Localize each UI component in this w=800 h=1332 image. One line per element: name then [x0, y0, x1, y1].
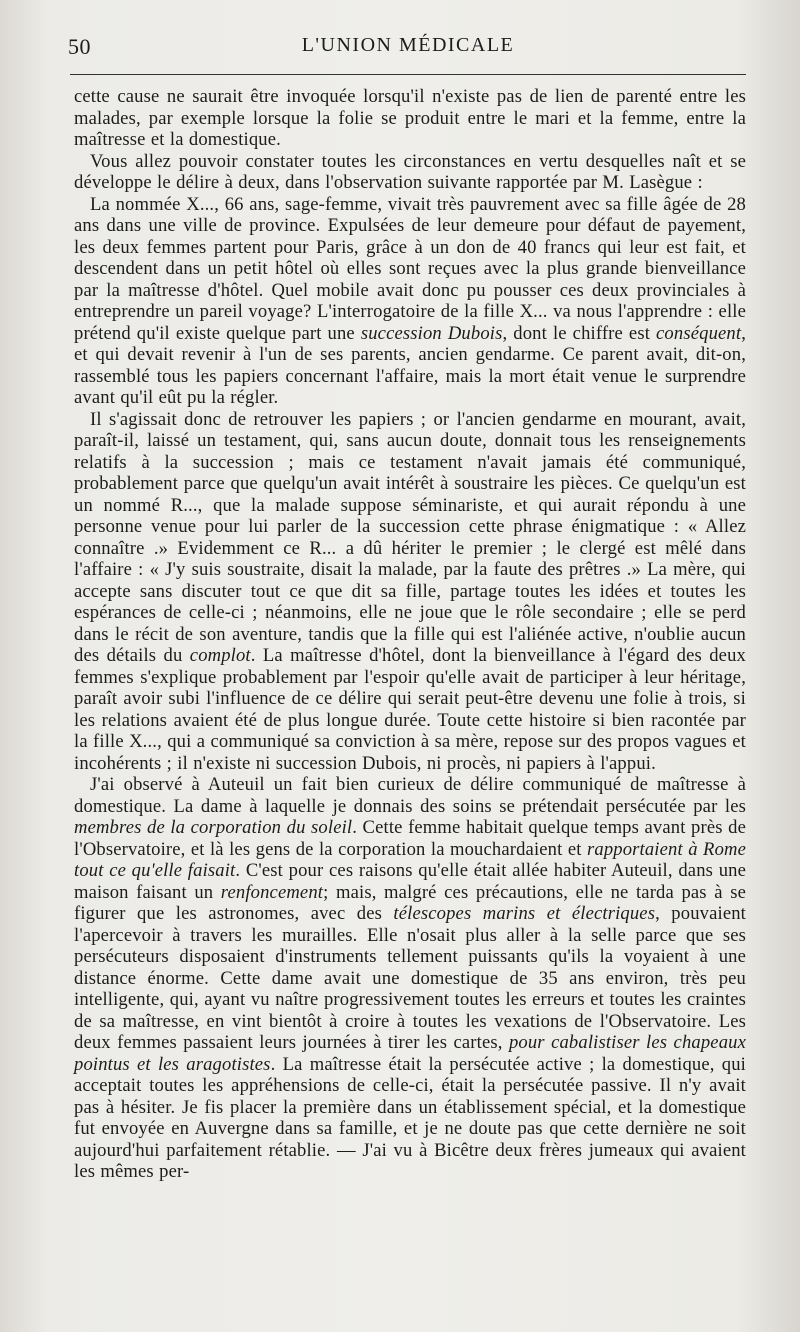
running-title: L'UNION MÉDICALE	[301, 34, 515, 56]
text-run: , pouvaient l'apercevoir à travers les murailles. Elle n'osait plus aller à la selle parce que ses persécuteurs disposaient d'instruments tellement puissants qu'ils la voyaient à une distance énorme. Cette dame avait une domestique de 35 ans environ, très peu intelligente, qui, ayant vu naître progressivement toutes les erreurs et toutes les craintes de sa maîtresse, en vint bientôt à croire à toutes les vexations de l'Observatoire. Les deux femmes passaient leurs journées à tirer les cartes,	[74, 903, 746, 1053]
paragraph	[74, 86, 746, 151]
italic-text: succession Dubois	[360, 322, 503, 344]
page-number: 50	[68, 34, 91, 59]
text-run: , et qui devait revenir à l'un de ses parents, ancien gendarme. Ce parent avait, dit-on, rassemblé tous les papiers concernant l'affaire, mais la mort était venue le surprendre avant qu'il eût pu la régler.	[74, 322, 746, 408]
text-run: . La maîtresse était la persécutée active ; la domestique, qui acceptait toutes les appréhensions de celle-ci, était la persécutée passive. Il n'y avait pas à hésiter. Je fis placer la première dans un établissement spécial, et la domestique fut envoyée en Auvergne dans sa famille, et je ne doute pas que cette dernière ne soit aujourd'hui parfaitement rétablie. — J'ai vu à Bicêtre deux frères jumeaux qui avaient les mêmes per-	[74, 1053, 746, 1182]
text-run: . C'est pour ces raisons qu'elle était allée habiter Auteuil, dans une maison faisant un	[74, 860, 746, 903]
text-run: Vous allez pouvoir constater toutes les circonstances en vertu desquelles naît et se développe le délire à deux, dans l'observation suivante rapportée par M. Lasègue :	[74, 150, 746, 193]
paragraph	[74, 774, 746, 1183]
italic-text: membres de la corporation du soleil	[74, 817, 353, 838]
article-body	[74, 86, 746, 1183]
italic-text: renfoncement	[220, 881, 324, 903]
text-run: Il s'agissait donc de retrouver les papiers ; or l'ancien gendarme en mourant, avait, paraît-il, laissé un testament, qui, sans aucun doute, donnait tous les renseignements relatifs à la succession ; mais ce testament n'avait jamais été communiqué, probablement parce que quelqu'un avait intérêt à soustraire les pièces. Ce quelqu'un est un nommé R..., que la malade suppose séminariste, et qui aurait répondu à une personne venue pour lui parler de la succession cette phrase énigmatique : « Allez connaître .» Evidemment ce R... a dû hériter le premier ; le clergé est mêlé dans l'affaire : « J'y suis soustraite, disait la malade, par la faute des prêtres .» La mère, qui accepte sans discuter tout ce que dit sa fille, partage toutes les idées et toutes les espérances de celle-ci ; néanmoins, elle ne joue que le rôle secondaire ; elle se perd dans le récit de son aventure, tandis que la fille qui est l'aliénée active, n'oublie aucun des détails du	[74, 408, 746, 666]
text-run: La nommée X..., 66 ans, sage-femme, vivait très pauvrement avec sa fille âgée de 28 ans dans une ville de province. Expulsées de leur demeure pour défaut de payement, les deux femmes partent pour Paris, grâce à un don de 40 francs qui leur est fait, et descendent dans un petit hôtel où elles sont reçues avec la plus grande bienveillance par la maîtresse d'hôtel. Quel mobile avait donc pu pousser ces deux provinciales à entreprendre un pareil voyage? L'interrogatoire de la fille X... va nous l'apprendre : elle prétend qu'il existe quelque part une	[74, 193, 746, 344]
italic-text: rapportaient à Rome tout ce qu'elle faisait	[74, 838, 746, 881]
text-run: cette cause ne saurait être invoquée lorsqu'il n'existe pas de lien de parenté entre les malades, par exemple lorsque la folie se produit entre le mari et la femme, entre la maîtresse et la domestique.	[74, 86, 746, 150]
page-header	[68, 30, 748, 60]
text-run: ; mais, malgré ces précautions, elle ne tarda pas à se figurer que les astronomes, avec des	[74, 881, 747, 924]
paragraph	[74, 194, 746, 409]
italic-text: conséquent	[656, 322, 742, 344]
text-run: , dont le chiffre est	[502, 322, 657, 344]
header-rule	[70, 74, 746, 75]
italic-text: télescopes marins et électriques	[393, 903, 656, 924]
paragraph	[74, 151, 746, 194]
italic-text: complot	[189, 645, 251, 666]
text-run: . La maîtresse d'hôtel, dont la bienveillance à l'égard des deux femmes s'explique probablement par l'espoir qu'elle avait de participer à leur héritage, paraît avoir subi l'influence de ce délire qui serait peut-être devenu une folie à trois, si les relations avaient été de plus longue durée. Toute cette histoire si bien racontée par la fille X..., qui a communiqué sa conviction à sa mère, repose sur des propos vagues et incohérents ; il n'existe ni succession Dubois, ni procès, ni papiers à l'appui.	[74, 645, 746, 774]
italic-text: pour cabalistiser les chapeaux pointus et les aragotistes	[74, 1032, 746, 1075]
text-run: J'ai observé à Auteuil un fait bien curieux de délire communiqué de maîtresse à domestique. La dame à laquelle je donnais des soins se prétendait persécutée par les	[74, 774, 746, 817]
text-run: . Cette femme habitait quelque temps avant près de l'Observatoire, et là les gens de la corporation la mouchardaient et	[74, 817, 746, 860]
paragraph	[74, 409, 746, 775]
